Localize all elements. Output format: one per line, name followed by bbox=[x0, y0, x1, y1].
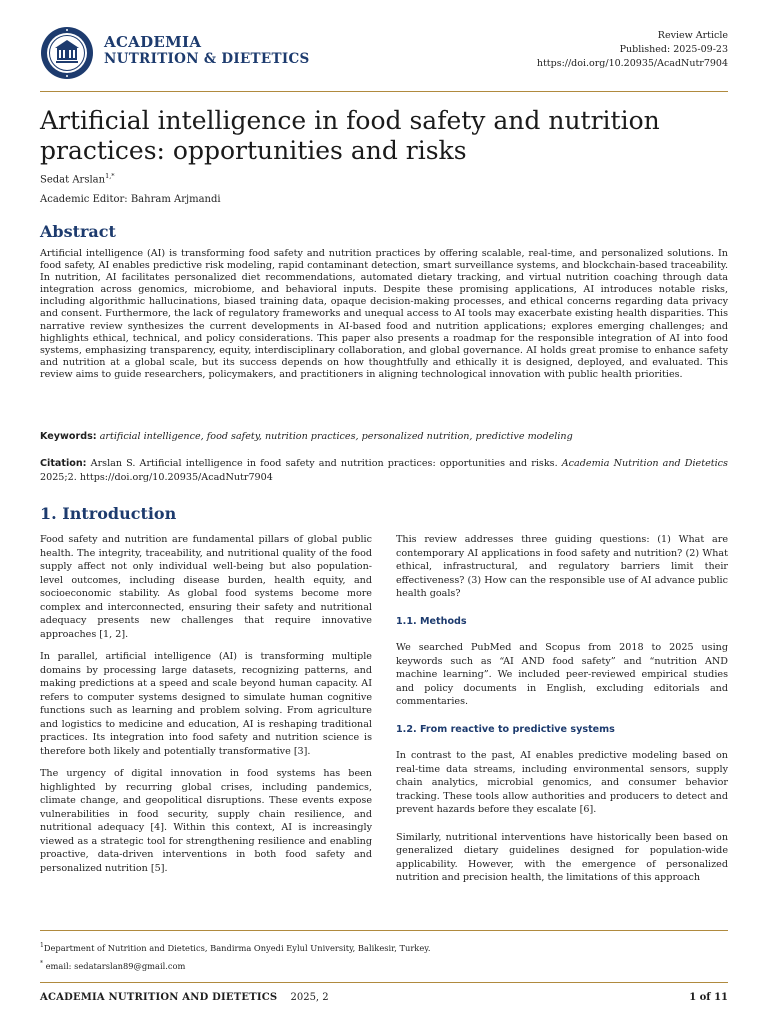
introduction-heading: 1. Introduction bbox=[40, 504, 177, 523]
published-date: Published: 2025-09-23 bbox=[619, 44, 728, 55]
email-footnote bbox=[40, 956, 430, 974]
journal-name bbox=[104, 34, 310, 67]
journal-name-line2: NUTRITION & DIETETICS bbox=[104, 51, 310, 67]
predictive-paragraph: Similarly, nutritional interventions have historically been based on generalized dietary guidelines designed for population-wide applicability. However, with the emergence of personalized nutrition and precision health, the limitations of this approach bbox=[396, 831, 728, 883]
article-meta bbox=[537, 29, 728, 71]
intro-paragraph: Food safety and nutrition are fundamental pillars of global public health. The integrity, traceability, and nutritional quality of the food supply affect not only individual well-being but also population-level outcomes, including disease burden, health equity, and socioeconomic stability. As global food systems become more complex and interconnected, ensuring their safety and nutritional adequacy presents new challenges that require innovative approaches [1, 2]. bbox=[40, 534, 372, 640]
affiliation-footnote bbox=[40, 938, 430, 956]
academia-seal-icon bbox=[40, 26, 94, 80]
left-column bbox=[40, 533, 372, 884]
abstract-text: Artificial intelligence (AI) is transforming food safety and nutrition practices by offering scalable, real-time, and personalized solutions. In food safety, AI enables predictive risk modeling, rapid contaminant detection, smart surveillance systems, and blockchain-based traceability. In nutrition, AI facilitates personalized diet recommendations, automated dietary tracking, and virtual nutrition coaching through data integration across genomics, microbiome, and behavioral inputs. Despite these promising applications, AI introduces notable risks, including algorithmic hallucinations, biased training data, opaque decision-making processes, and ethical concerns regarding data privacy and consent. Furthermore, the lack of regulatory frameworks and unequal access to AI tools may exacerbate existing health disparities. This narrative review synthesizes the current developments in AI-based food and nutrition applications; explores emerging challenges; and highlights ethical, technical, and policy considerations. This paper also presents a roadmap for the responsible integration of AI into food systems, emphasizing transparency, equity, interdisciplinary collaboration, and global governance. AI holds great promise to enhance safety and nutrition at a global scale, but its success depends on how thoughtfully and ethically it is designed, deployed, and evaluated. This review aims to guide researchers, policymakers, and practitioners in aligning technological innovation with public health priorities. bbox=[40, 248, 728, 380]
journal-name-line1: ACADEMIA bbox=[104, 33, 202, 51]
keywords-label: Keywords: bbox=[40, 431, 97, 442]
footer-journal: ACADEMIA NUTRITION AND DIETETICS bbox=[40, 992, 278, 1003]
citation-text: Arslan S. Artificial intelligence in food safety and nutrition practices: opportunities and risks. bbox=[90, 458, 558, 469]
citation-label: Citation: bbox=[40, 458, 87, 469]
footnote-divider bbox=[40, 930, 728, 931]
predictive-paragraph: In contrast to the past, AI enables predictive modeling based on real-time data streams, including environmental sensors, supply chain analytics, microbial genomics, and consumer behavior tracking. These tools allow authorities and producers to detect and prevent hazards before they escalate [6]. bbox=[396, 750, 728, 815]
intro-paragraph: In parallel, artificial intelligence (AI) is transforming multiple domains by processing large datasets, recognizing patterns, and making predictions at a speed and scale beyond human capacity. AI refers to computer systems designed to simulate human cognitive functions such as learning and problem solving. From agriculture and logistics to medicine and education, AI is reshaping traditional practices. Its integration into food safety and nutrition science is therefore both likely and potentially transformative [3]. bbox=[40, 651, 372, 757]
page-footer bbox=[40, 992, 728, 1003]
methods-heading: 1.1. Methods bbox=[396, 615, 467, 627]
methods-paragraph: We searched PubMed and Scopus from 2018 to 2025 using keywords such as “AI AND food safety” and “nutrition AND machine learning”. We included peer-reviewed empirical studies and policy documents in English, excluding editorials and commentaries. bbox=[396, 642, 728, 707]
author-line bbox=[40, 172, 115, 185]
citation-journal: Academia Nutrition and Dietetics bbox=[561, 458, 728, 469]
right-column bbox=[396, 533, 728, 894]
author-affiliation-mark: 1,* bbox=[105, 172, 115, 180]
abstract-heading: Abstract bbox=[40, 222, 116, 241]
page-number: 1 of 11 bbox=[689, 992, 728, 1003]
affiliation-footnote-mark: 1 bbox=[40, 942, 44, 949]
guiding-questions-paragraph: This review addresses three guiding questions: (1) What are contemporary AI applications in food safety and nutrition? (2) What ethical, infrastructural, and regulatory barriers limit their effectiveness? (3) How can the responsible use of AI advance public health goals? bbox=[396, 534, 728, 599]
email-footnote-mark: * bbox=[40, 959, 43, 967]
article-type: Review Article bbox=[657, 30, 728, 41]
doi-link[interactable]: https://doi.org/10.20935/AcadNutr7904 bbox=[536, 58, 728, 69]
keywords bbox=[40, 430, 728, 443]
footer-divider bbox=[40, 982, 728, 983]
footnotes bbox=[40, 938, 430, 974]
footer-year-volume: 2025, 2 bbox=[290, 992, 329, 1003]
academic-editor: Academic Editor: Bahram Arjmandi bbox=[40, 194, 221, 205]
citation-doi: 2025;2. https://doi.org/10.20935/AcadNutr7904 bbox=[40, 471, 273, 483]
journal-header bbox=[40, 24, 728, 80]
predictive-systems-heading: 1.2. From reactive to predictive systems bbox=[396, 723, 615, 735]
affiliation-footnote-text: Department of Nutrition and Dietetics, Bandirma Onyedi Eylul University, Balikesir, Turkey. bbox=[43, 942, 431, 953]
citation bbox=[40, 457, 728, 484]
keywords-text: artificial intelligence, food safety, nutrition practices, personalized nutrition, predictive modeling bbox=[99, 431, 573, 442]
header-divider bbox=[40, 91, 728, 92]
email-footnote-text[interactable]: email: sedatarslan89@gmail.com bbox=[45, 960, 186, 971]
intro-paragraph: The urgency of digital innovation in food systems has been highlighted by recurring global crises, including pandemics, climate change, and geopolitical disruptions. These events expose vulnerabilities in food security, supply chain resilience, and nutritional adequacy [4]. Within this context, AI is increasingly viewed as a strategic tool for strengthening resilience and enabling proactive, data-driven interventions in both food safety and personalized nutrition [5]. bbox=[40, 768, 372, 874]
author-name: Sedat Arslan bbox=[40, 174, 106, 186]
article-title: Artificial intelligence in food safety and nutrition practices: opportunities and risks bbox=[40, 106, 660, 165]
